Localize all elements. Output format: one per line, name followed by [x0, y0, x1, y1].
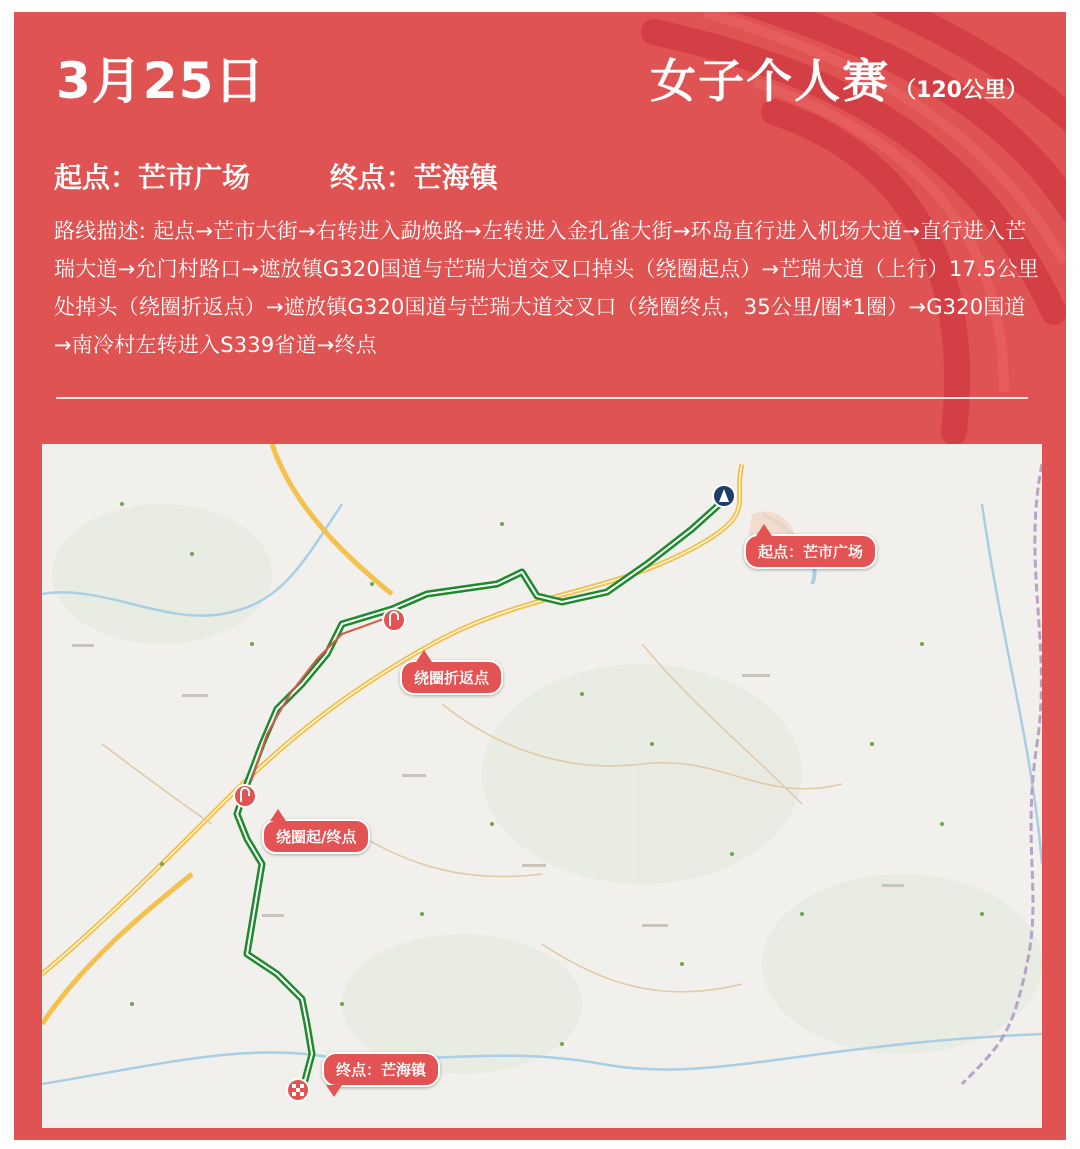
divider	[56, 397, 1028, 399]
start-callout[interactable]: 起点：芒市广场	[744, 534, 877, 569]
route-description: 路线描述: 起点→芒市大街→右转进入勐焕路→左转进入金孔雀大街→环岛直行进入机场大道→直行进入芒瑞大道→允门村路口→遮放镇G320国道与芒瑞大道交叉口掉头（绕圈起点）→芒瑞大道（上行）17.5公里处掉头（绕圈折返点）→遮放镇G320国道与芒瑞大道交叉口（绕圈终点，35公里/圈*1圈）→G320国道→南冷村左转进入S339省道→终点	[54, 219, 1039, 357]
poster	[14, 12, 1066, 1140]
loop-callout[interactable]: 绕圈起/终点	[262, 819, 370, 854]
finish-callout[interactable]: 终点：芒海镇	[322, 1052, 440, 1087]
checkered-flag-icon[interactable]	[287, 1079, 309, 1101]
start-finish-line	[54, 161, 498, 194]
race-date: 3月25日	[56, 52, 266, 110]
start-point-text: 起点：芒市广场	[54, 161, 251, 194]
u-turn-icon[interactable]	[383, 609, 405, 631]
turnaround-callout[interactable]: 绕圈折返点	[400, 660, 503, 695]
race-title: 女子个人赛	[650, 54, 891, 108]
race-heading	[650, 54, 1028, 108]
route-map[interactable]	[42, 444, 1042, 1128]
start-triangle-icon[interactable]	[713, 485, 735, 507]
finish-point-text: 终点：芒海镇	[329, 161, 498, 194]
map-canvas	[42, 444, 1042, 1128]
loop-u-turn-icon[interactable]	[234, 785, 256, 807]
race-distance: （120公里）	[894, 78, 1028, 103]
